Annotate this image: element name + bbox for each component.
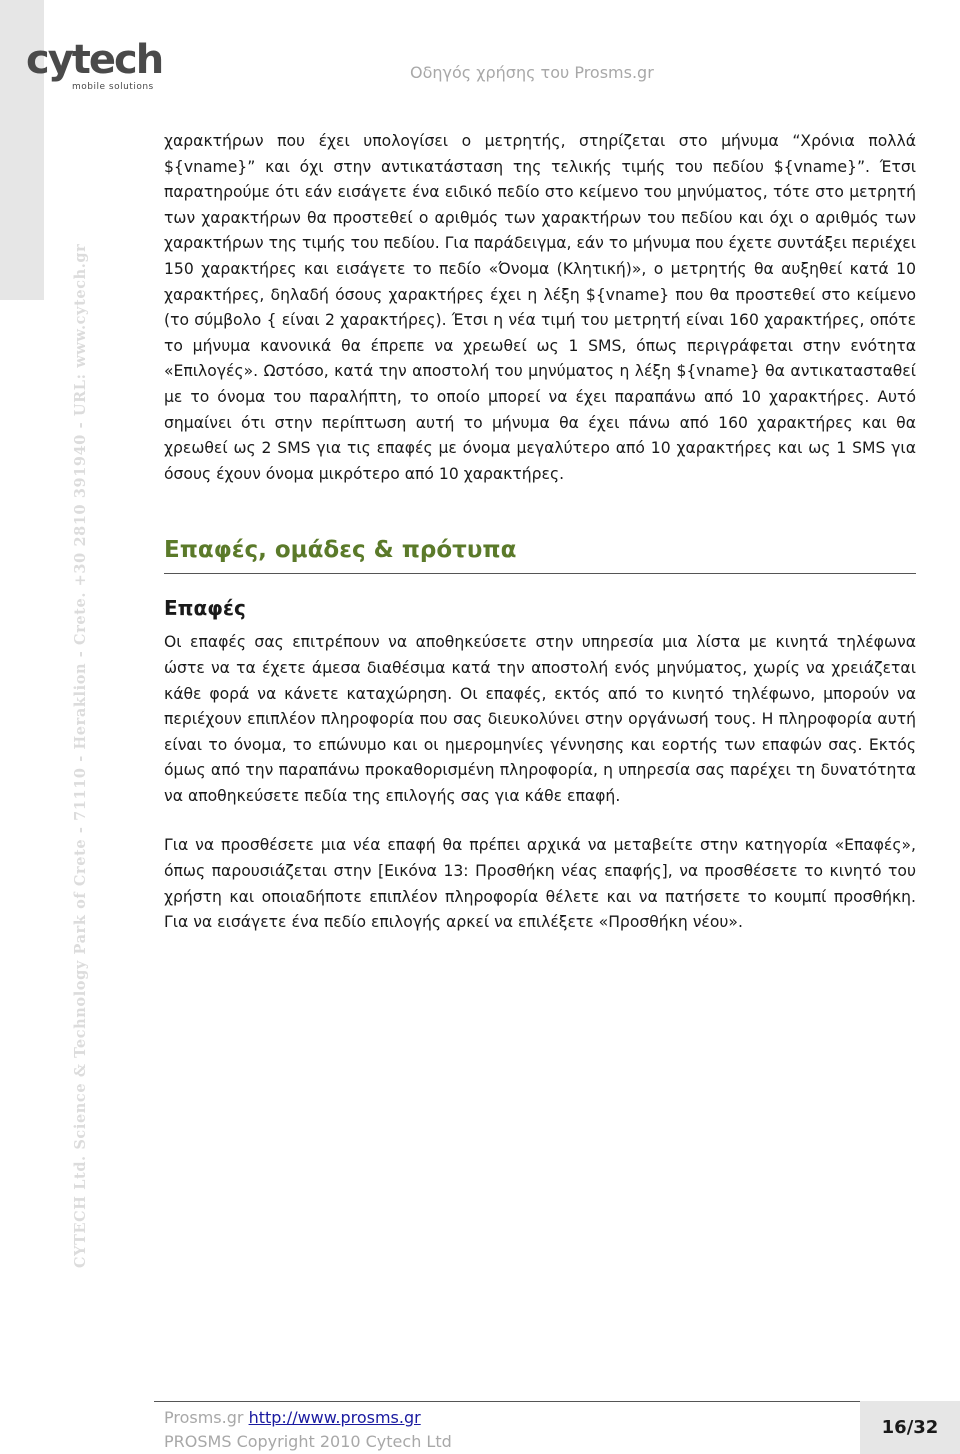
paragraph-gap — [164, 809, 916, 833]
paragraph-contacts-intro: Οι επαφές σας επιτρέπουν να αποθηκεύσετε στην υπηρεσία μια λίστα με κινητά τηλέφωνα ώστε να τα έχετε άμεσα διαθέσιμα κατά την αποστολή ενός μηνύματος, χωρίς να χρειάζεται κάθε φορά να κάνετε καταχώρηση. Οι επαφές, εκτός από το κινητό τηλέφωνο, μπορούν να περιέχουν επιπλέον πληροφορία που σας διευκολύνει στην οργάνωσή τους. Η πληροφορία αυτή είναι το όνομα, το επώνυμο και οι ημερομηνίες γέννησης και εορτής των επαφών σας. Εκτός όμως από την παραπάνω προκαθορισμένη πληροφορία, η υπηρεσία σας παρέχει τη δυνατότητα να αποθηκεύσετε πεδία της επιλογής σας για κάθε επαφή. — [164, 633, 916, 805]
logo-subtitle: mobile solutions — [72, 82, 154, 92]
footer-link[interactable]: http://www.prosms.gr — [248, 1408, 421, 1427]
section-heading: Επαφές, ομάδες & πρότυπα — [164, 535, 916, 574]
page-number: 16/32 — [860, 1401, 960, 1454]
sub-heading: Επαφές — [164, 596, 246, 621]
logo-wordmark: cytech — [26, 37, 163, 83]
document-content — [164, 129, 916, 936]
footer-divider — [154, 1401, 860, 1402]
sidebar-vertical-text: CYTECH Ltd. Science & Technology Park of Crete - 71110 - Heraklion - Crete. +30 2810 391940 - URL: www.cytech.gr — [72, 243, 89, 1268]
paragraph-add-contact: Για να προσθέσετε μια νέα επαφή θα πρέπει αρχικά να μεταβείτε στην κατηγορία «Επαφές», όπως παρουσιάζεται στην [Εικόνα 13: Προσθήκη νέας επαφής], να προσθέσετε το κινητό του χρήστη και οποιαδήποτε επιπλέον πληροφορία θέλετε και να πατήσετε το κουμπί προσθήκη. Για να εισάγετε ένα πεδίο επιλογής αρκεί να επιλέξετε «Προσθήκη νέου». — [164, 836, 916, 932]
footer — [164, 1406, 452, 1454]
cytech-logo — [26, 37, 163, 96]
footer-brand: Prosms.gr — [164, 1408, 244, 1427]
header-title: Οδηγός χρήσης του Prosms.gr — [410, 63, 654, 82]
paragraph-character-counter: χαρακτήρων που έχει υπολογίσει ο μετρητής, στηρίζεται στο μήνυμα “Χρόνια πολλά ${vname}” και όχι στην αντικατάσταση της τελικής τιμής του πεδίου ${vname}”. Έτσι παρατηρούμε ότι εάν εισάγετε ένα ειδικό πεδίο στο κείμενο του μηνύματος, τότε στο μετρητή των χαρακτήρων θα προστεθεί ο αριθμός των χαρακτήρων του πεδίου και όχι ο αριθμός των χαρακτήρων της τιμής του πεδίου. Για παράδειγμα, εάν το μήνυμα που έχετε συντάξει περιέχει 150 χαρακτήρες και εισάγετε το πεδίο «Όνομα (Κλητική)», ο μετρητής θα αυξηθεί κατά 10 χαρακτήρες, δηλαδή όσους χαρακτήρες έχει η λέξη ${vname} που θα προστεθεί στο κείμενο (το σύμβολο { είναι 2 χαρακτήρες). Έτσι η νέα τιμή του μετρητή είναι 160 χαρακτήρες, οπότε το μήνυμα κανονικά θα έπρεπε να χρεωθεί ως 1 SMS, όπως περιγράφεται στην ενότητα «Επιλογές». Ωστόσο, κατά την αποστολή του μηνύματος η λέξη ${vname} θα αντικατασταθεί με το όνομα του παραλήπτη, το οποίο μπορεί να έχει παραπάνω από 10 χαρακτήρες. Αυτό σημαίνει ότι στην περίπτωση αυτή το μήνυμα θα έχει πάνω από 160 χαρακτήρες και θα χρεωθεί ως 2 SMS για τις επαφές με όνομα μεγαλύτερο από 10 χαρακτήρες και ως 1 SMS για όσους έχουν όνομα μικρότερο από 10 χαρακτήρες. — [164, 132, 916, 483]
footer-copyright: PROSMS Copyright 2010 Cytech Ltd — [164, 1432, 452, 1451]
